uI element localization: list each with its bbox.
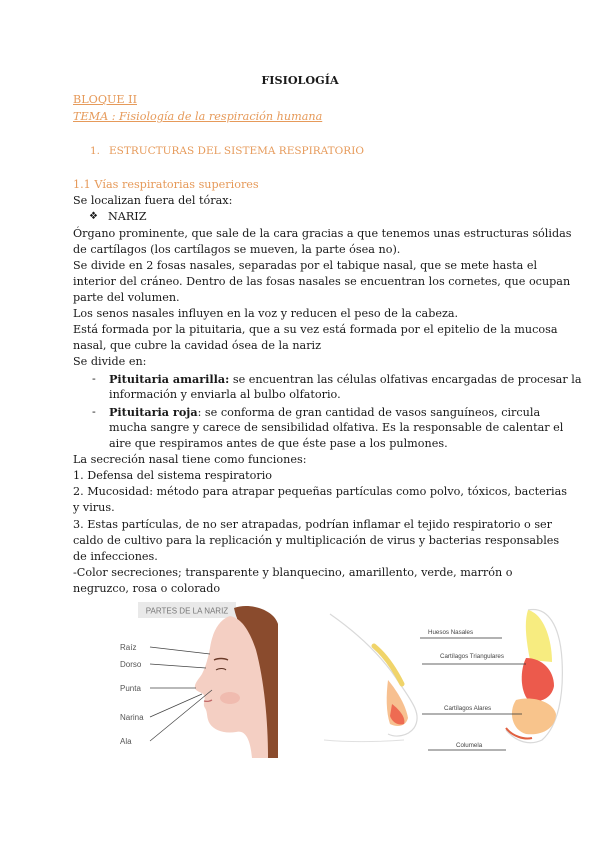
text-line: de cartílagos (los cartílagos se mueven, la parte ósea no).: [73, 243, 401, 256]
label-dorso: Dorso: [120, 660, 142, 669]
text-line: Órgano prominente, que sale de la cara gracias a que tenemos unas estructuras sólidas: [73, 227, 572, 240]
dash-bullet-icon: -: [92, 372, 96, 385]
section-number: 1.: [90, 145, 101, 157]
bloque-heading: BLOQUE II: [73, 93, 137, 106]
diamond-bullet-icon: ❖: [89, 211, 98, 222]
pituitaria-amarilla-term: Pituitaria amarilla:: [109, 372, 230, 386]
section-title: ESTRUCTURAS DEL SISTEMA RESPIRATORIO: [109, 145, 364, 157]
text-line: 2. Mucosidad: método para atrapar pequeñas partículas como polvo, tóxicos, bacterias: [73, 485, 568, 498]
nasal-anatomy-figure: [316, 600, 568, 758]
text-line: Se localizan fuera del tórax:: [73, 194, 233, 207]
text-line: Se divide en:: [73, 355, 147, 368]
text-line: aire que respiramos antes de que éste pase a los pulmones.: [109, 437, 448, 450]
label-punta: Punta: [120, 684, 141, 693]
label-raiz: Raíz: [120, 643, 137, 652]
cheek-blush: [220, 692, 240, 704]
tema-heading: TEMA : Fisiología de la respiración humana: [73, 110, 323, 123]
label-cartilagos-alares: Cartílagos Alares: [444, 705, 492, 712]
text-line: La secreción nasal tiene como funciones:: [73, 453, 307, 466]
nose-parts-figure: [118, 600, 278, 758]
text-line: mucha sangre y carece de sensibilidad olfativa. Es la responsable de calentar el: [109, 421, 564, 434]
text-line: y virus.: [73, 501, 115, 514]
label-cartilagos-triangulares: Cartílagos Triangulares: [440, 653, 504, 660]
text-line: interior del cráneo. Dentro de las fosas nasales se encuentran los cornetes, que ocupan: [73, 275, 571, 288]
text-line: Los senos nasales influyen en la voz y reducen el peso de la cabeza.: [73, 307, 459, 320]
label-huesos-nasales: Huesos Nasales: [428, 629, 474, 636]
text-line: nasal, que cubre la cavidad ósea de la nariz: [73, 339, 322, 352]
text-line: 3. Estas partículas, de no ser atrapadas, podrían inflamar el tejido respiratorio o ser: [73, 518, 553, 531]
doc-title: FISIOLOGÍA: [261, 73, 339, 87]
text-line: de infecciones.: [73, 550, 158, 563]
pituitaria-roja-item: [109, 404, 540, 421]
text-line: negruzco, rosa o colorado: [73, 582, 221, 595]
text-line: parte del volumen.: [73, 291, 180, 304]
pituitaria-roja-term: Pituitaria roja: [109, 405, 198, 419]
pituitaria-roja-text: : se conforma de gran cantidad de vasos sanguíneos, circula: [197, 406, 541, 419]
dash-bullet-icon: -: [92, 405, 96, 418]
text-line: Está formada por la pituitaria, que a su vez está formada por el epitelio de la mucosa: [73, 323, 558, 336]
text-line: información y enviarla al bulbo olfatorio.: [109, 388, 341, 401]
label-columela: Columela: [456, 742, 483, 749]
text-line: Se divide en 2 fosas nasales, separadas por el tabique nasal, que se mete hasta el: [73, 259, 538, 272]
subsection-title: 1.1 Vías respiratorias superiores: [73, 178, 259, 191]
text-line: 1. Defensa del sistema respiratorio: [73, 469, 273, 482]
text-line: caldo de cultivo para la replicación y multiplicación de virus y bacterias responsables: [73, 534, 560, 547]
label-narina: Narina: [120, 713, 144, 722]
pituitaria-amarilla-text: se encuentran las células olfativas encargadas de procesar la: [229, 373, 582, 386]
pituitaria-amarilla-item: [109, 371, 582, 388]
figure-header-text: PARTES DE LA NARIZ: [145, 606, 229, 616]
label-ala: Ala: [120, 737, 132, 746]
text-line: -Color secreciones; transparente y blanquecino, amarillento, verde, marrón o: [73, 566, 513, 579]
bullet-nariz: NARIZ: [108, 210, 147, 223]
